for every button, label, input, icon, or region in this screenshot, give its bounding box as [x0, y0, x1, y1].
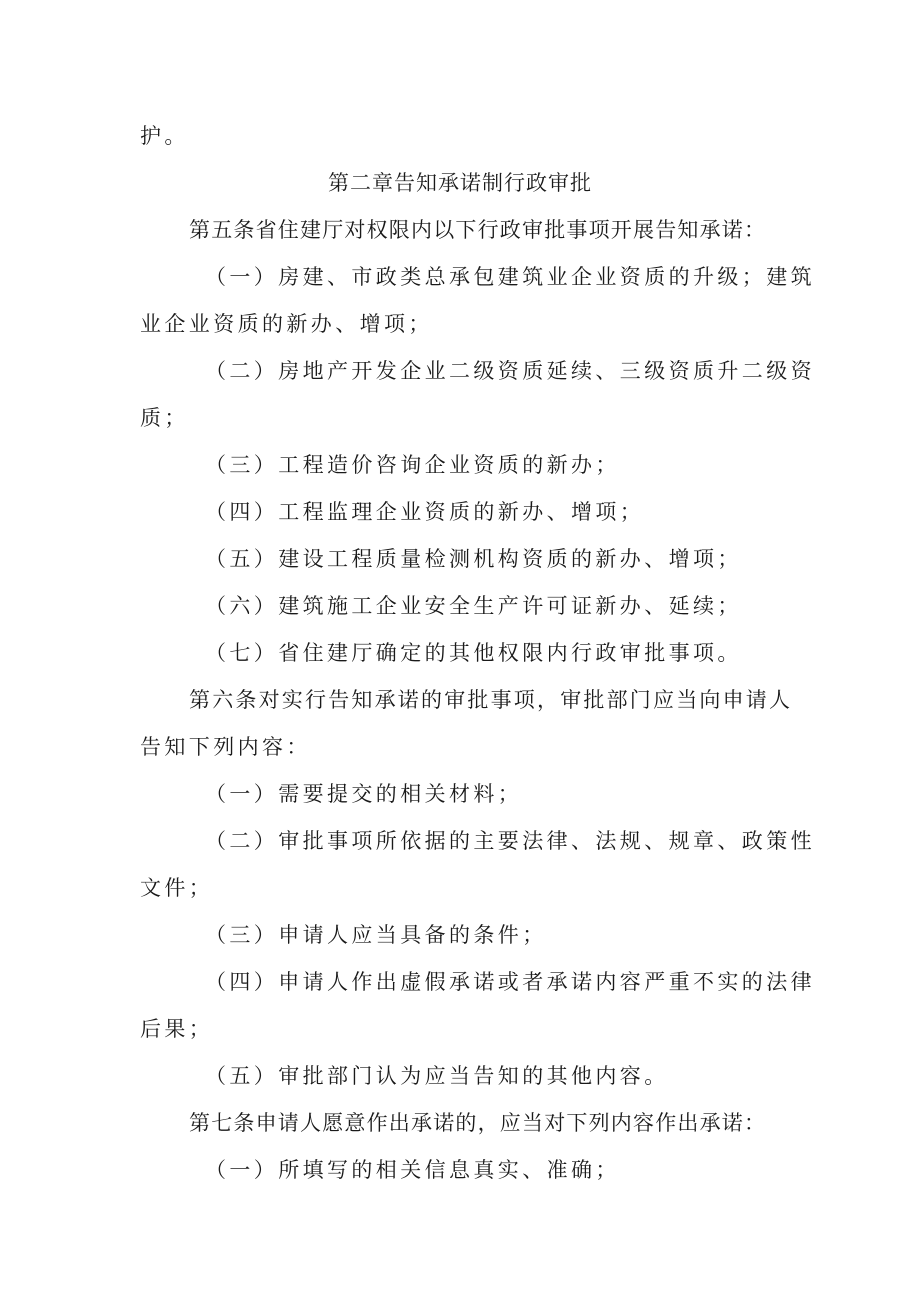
text-line: 告知下列内容： — [140, 735, 311, 759]
article-7: 第七条申请人愿意作出承诺的，应当对下列内容作出承诺： — [189, 1111, 767, 1135]
text-line: （一）所填写的相关信息真实、准确； — [205, 1158, 620, 1182]
text-line: 文件； — [140, 876, 214, 900]
text-line: 质； — [140, 406, 189, 430]
text-line: （一）需要提交的相关材料； — [205, 782, 523, 806]
article-6: 第六条对实行告知承诺的审批事项，审批部门应当向申请人 — [189, 688, 793, 712]
text-line: （五）审批部门认为应当告知的其他内容。 — [205, 1064, 669, 1088]
article-5: 第五条省住建厅对权限内以下行政审批事项开展告知承诺： — [189, 218, 767, 242]
text-line: （七）省住建厅确定的其他权限内行政审批事项。 — [205, 641, 742, 665]
chapter-heading: 第二章告知承诺制行政审批 — [328, 171, 592, 195]
text-line: （五）建设工程质量检测机构资质的新办、增项； — [205, 547, 742, 571]
text-line: （六）建筑施工企业安全生产许可证新办、延续； — [205, 594, 742, 618]
text-line: （二）审批事项所依据的主要法律、法规、规章、政策性 — [205, 829, 815, 853]
text-line: （四）工程监理企业资质的新办、增项； — [205, 500, 645, 524]
text-line: （四）申请人作出虚假承诺或者承诺内容严重不实的法律 — [205, 970, 815, 994]
text-line: （三）申请人应当具备的条件； — [205, 923, 547, 947]
text-line: （二）房地产开发企业二级资质延续、三级资质升二级资 — [205, 359, 815, 383]
text-line: 业企业资质的新办、增项； — [140, 312, 433, 336]
text-line: 护。 — [140, 124, 189, 148]
text-line: （三）工程造价咨询企业资质的新办； — [205, 453, 620, 477]
text-line: 后果； — [140, 1017, 214, 1041]
text-line: （一）房建、市政类总承包建筑业企业资质的升级；建筑 — [205, 265, 815, 289]
